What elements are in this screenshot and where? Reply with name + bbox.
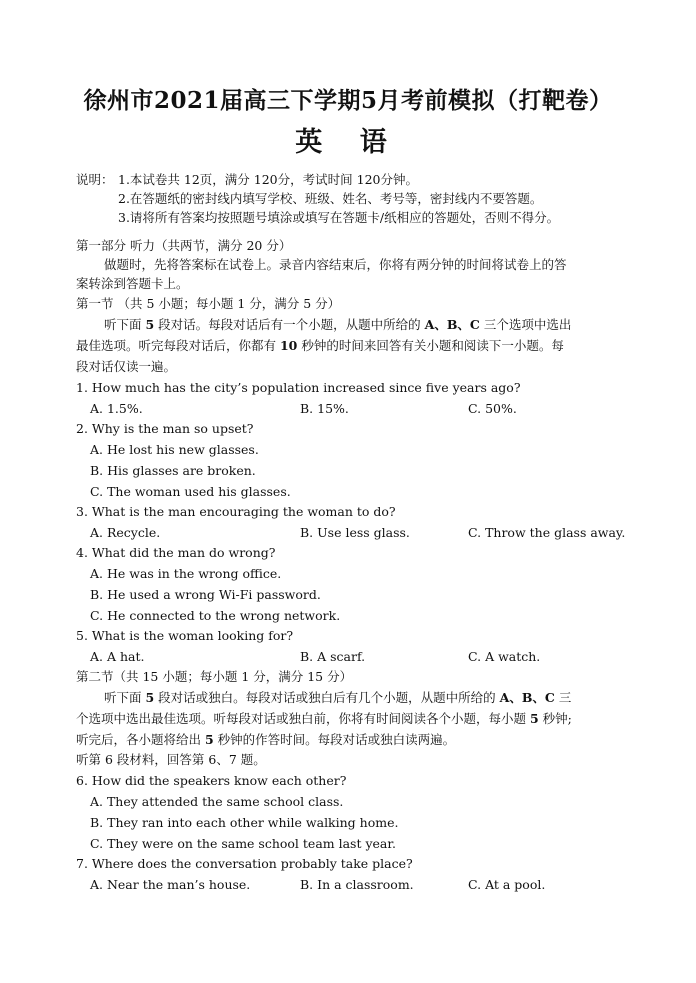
part1-intro-line-1: 做题时，先将答案标在试卷上。录音内容结束后，你将有两分钟的时间将试卷上的答 — [104, 257, 567, 272]
question-2-option-a: A. He lost his new glasses. — [90, 442, 259, 457]
question-1-option-b: B. 15%. — [300, 401, 349, 416]
question-4-option-c: C. He connected to the wrong network. — [90, 608, 341, 623]
question-5: 5. What is the woman looking for? — [76, 628, 294, 643]
question-1: 1. How much has the city’s population increased since five years ago? — [76, 380, 521, 395]
question-3-option-c: C. Throw the glass away. — [468, 525, 626, 540]
question-7-option-c: C. At a pool. — [468, 877, 546, 892]
question-7-option-b: B. In a classroom. — [300, 877, 414, 892]
section2-intro-line-1: 听下面 5 段对话或独白。每段对话或独白后有几个小题，从题中所给的 A、B、C 三 — [104, 690, 572, 705]
question-6-option-a: A. They attended the same school class. — [90, 794, 344, 809]
question-7-option-a: A. Near the man’s house. — [90, 877, 251, 892]
question-7: 7. Where does the conversation probably take place? — [76, 856, 413, 871]
question-5-option-c: C. A watch. — [468, 649, 541, 664]
section2-material-note: 听第 6 段材料，回答第 6、7 题。 — [76, 752, 266, 767]
part1-intro-line-2: 案转涂到答题卡上。 — [76, 276, 189, 291]
question-3-option-a: A. Recycle. — [90, 525, 161, 540]
instructions-label: 说明： — [76, 172, 114, 187]
exam-subject: 英 语 — [295, 127, 401, 158]
question-3: 3. What is the man encouraging the woman to do? — [76, 504, 396, 519]
instruction-item-1: 1.本试卷共 12页，满分 120分，考试时间 120分钟。 — [118, 172, 418, 187]
section2-intro-line-3: 听完后，各小题将给出 5 秒钟的作答时间。每段对话或独白读两遍。 — [76, 732, 456, 747]
instruction-item-3: 3.请将所有答案均按照题号填涂或填写在答题卡/纸相应的答题处，否则不得分。 — [118, 210, 560, 225]
question-4-option-b: B. He used a wrong Wi-Fi password. — [90, 587, 321, 602]
section2-intro-line-2: 个选项中选出最佳选项。听每段对话或独白前，你将有时间阅读各个小题，每小题 5 秒钟; — [76, 711, 572, 726]
question-4: 4. What did the man do wrong? — [76, 545, 276, 560]
question-1-option-a: A. 1.5%. — [90, 401, 143, 416]
question-1-option-c: C. 50%. — [468, 401, 517, 416]
question-4-option-a: A. He was in the wrong office. — [90, 566, 282, 581]
part1-heading: 第一部分 听力（共两节，满分 20 分） — [76, 238, 292, 253]
question-2-option-b: B. His glasses are broken. — [90, 463, 256, 478]
question-6: 6. How did the speakers know each other? — [76, 773, 347, 788]
question-6-option-b: B. They ran into each other while walking home. — [90, 815, 399, 830]
question-5-option-a: A. A hat. — [90, 649, 145, 664]
exam-title: 徐州市2021届高三下学期5月考前模拟（打靶卷） — [83, 87, 613, 114]
section1-intro-line-1: 听下面 5 段对话。每段对话后有一个小题，从题中所给的 A、B、C 三个选项中选出 — [104, 317, 572, 332]
instruction-item-2: 2.在答题纸的密封线内填写学校、班级、姓名、考号等，密封线内不要答题。 — [118, 191, 543, 206]
question-2: 2. Why is the man so upset? — [76, 421, 254, 436]
section1-heading: 第一节 （共 5 小题；每小题 1 分，满分 5 分） — [76, 296, 341, 311]
question-6-option-c: C. They were on the same school team last year. — [90, 836, 396, 851]
section2-heading: 第二节（共 15 小题；每小题 1 分，满分 15 分） — [76, 669, 353, 684]
section1-intro-line-3: 段对话仅读一遍。 — [76, 359, 177, 374]
question-5-option-b: B. A scarf. — [300, 649, 366, 664]
section1-intro-line-2: 最佳选项。听完每段对话后，你都有 10 秒钟的时间来回答有关小题和阅读下一小题。每 — [76, 338, 564, 353]
question-3-option-b: B. Use less glass. — [300, 525, 410, 540]
question-2-option-c: C. The woman used his glasses. — [90, 484, 291, 499]
